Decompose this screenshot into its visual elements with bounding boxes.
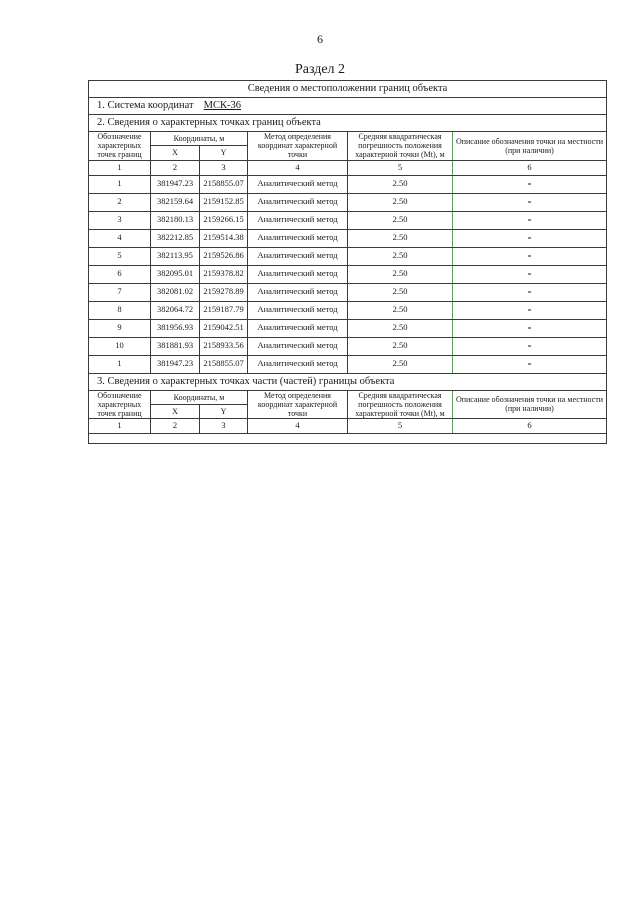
method-cell: Аналитический метод [248,211,348,229]
empty-row [89,434,607,444]
table-row [89,229,607,247]
description-cell: - [453,175,607,193]
header-x-part: X [151,404,200,418]
method-cell: Аналитический метод [248,355,348,373]
point-id-cell: 8 [89,301,151,319]
header-point-id: Обозначение характерных точек границ [89,132,151,161]
header-description: Описание обозначения точки на местности (при наличии) [453,132,607,161]
method-cell: Аналитический метод [248,229,348,247]
point-id-cell: 6 [89,265,151,283]
table-row [89,193,607,211]
column-numbers-row-part [89,419,607,434]
error-cell: 2.50 [348,283,453,301]
header-point-id-part: Обозначение характерных точек границ [89,390,151,419]
point-id-cell: 9 [89,319,151,337]
point-id-cell: 1 [89,175,151,193]
y-cell: 2159152.85 [200,193,248,211]
point-id-cell: 1 [89,355,151,373]
table-row [89,283,607,301]
error-cell: 2.50 [348,355,453,373]
description-cell: - [453,265,607,283]
empty-cell [89,434,607,444]
coordinate-system-value: МСК-36 [203,99,241,111]
column-number: 3 [200,419,248,434]
table-row [89,247,607,265]
boundary-table-container [88,80,606,444]
column-number: 5 [348,160,453,175]
header-y-part: Y [200,404,248,418]
description-cell: - [453,283,607,301]
header-x: X [151,146,200,160]
column-number: 4 [248,419,348,434]
error-cell: 2.50 [348,229,453,247]
column-number: 2 [151,160,200,175]
header-coords-part: Координаты, м [151,390,248,404]
y-cell: 2158855.07 [200,355,248,373]
boundary-table [88,80,607,444]
error-cell: 2.50 [348,265,453,283]
error-cell: 2.50 [348,175,453,193]
column-number: 6 [453,419,607,434]
error-cell: 2.50 [348,193,453,211]
y-cell: 2158933.56 [200,337,248,355]
header-error-part: Средняя квадратическая погрешность положения характерной точки (Mt), м [348,390,453,419]
point-id-cell: 2 [89,193,151,211]
x-cell: 381956.93 [151,319,200,337]
error-cell: 2.50 [348,319,453,337]
method-cell: Аналитический метод [248,247,348,265]
y-cell: 2159266.15 [200,211,248,229]
table-title: Сведения о местоположении границ объекта [89,81,607,98]
x-cell: 382095.01 [151,265,200,283]
point-id-cell: 7 [89,283,151,301]
section-title: Раздел 2 [294,62,346,77]
point-id-cell: 3 [89,211,151,229]
header-method-part: Метод определения координат характерной точки [248,390,348,419]
table-row [89,265,607,283]
x-cell: 382159.64 [151,193,200,211]
description-cell: - [453,193,607,211]
y-cell: 2159526.86 [200,247,248,265]
error-cell: 2.50 [348,211,453,229]
x-cell: 382212.85 [151,229,200,247]
method-cell: Аналитический метод [248,283,348,301]
page-number: 6 [317,32,323,46]
header-coords: Координаты, м [151,132,248,146]
y-cell: 2159187.79 [200,301,248,319]
y-cell: 2158855.07 [200,175,248,193]
error-cell: 2.50 [348,337,453,355]
error-cell: 2.50 [348,301,453,319]
column-number: 2 [151,419,200,434]
description-cell: - [453,355,607,373]
column-number: 5 [348,419,453,434]
coordinate-system-row [89,98,607,115]
x-cell: 382064.72 [151,301,200,319]
method-cell: Аналитический метод [248,337,348,355]
method-cell: Аналитический метод [248,175,348,193]
coordinate-system-label: 1. Система координат [97,99,194,111]
table-row [89,211,607,229]
description-cell: - [453,229,607,247]
y-cell: 2159514.38 [200,229,248,247]
header-y: Y [200,146,248,160]
header-error: Средняя квадратическая погрешность положения характерной точки (Mt), м [348,132,453,161]
method-cell: Аналитический метод [248,319,348,337]
x-cell: 382180.13 [151,211,200,229]
column-number: 1 [89,419,151,434]
y-cell: 2159278.89 [200,283,248,301]
point-id-cell: 4 [89,229,151,247]
x-cell: 381881.93 [151,337,200,355]
y-cell: 2159378.82 [200,265,248,283]
block2-title: 2. Сведения о характерных точках границ объекта [89,115,607,132]
description-cell: - [453,211,607,229]
column-number: 4 [248,160,348,175]
header-method: Метод определения координат характерной точки [248,132,348,161]
table-row [89,355,607,373]
description-cell: - [453,337,607,355]
x-cell: 382081.02 [151,283,200,301]
error-cell: 2.50 [348,247,453,265]
point-id-cell: 10 [89,337,151,355]
table-row [89,337,607,355]
description-cell: - [453,247,607,265]
method-cell: Аналитический метод [248,265,348,283]
header-description-part: Описание обозначения точки на местности (при наличии) [453,390,607,419]
block3-title: 3. Сведения о характерных точках части (частей) границы объекта [89,373,607,390]
y-cell: 2159042.51 [200,319,248,337]
column-number: 1 [89,160,151,175]
description-cell: - [453,319,607,337]
point-id-cell: 5 [89,247,151,265]
column-numbers-row [89,160,607,175]
description-cell: - [453,301,607,319]
method-cell: Аналитический метод [248,193,348,211]
table-row [89,319,607,337]
column-number: 3 [200,160,248,175]
table-row [89,301,607,319]
table-row [89,175,607,193]
method-cell: Аналитический метод [248,301,348,319]
x-cell: 382113.95 [151,247,200,265]
x-cell: 381947.23 [151,175,200,193]
x-cell: 381947.23 [151,355,200,373]
column-number: 6 [453,160,607,175]
